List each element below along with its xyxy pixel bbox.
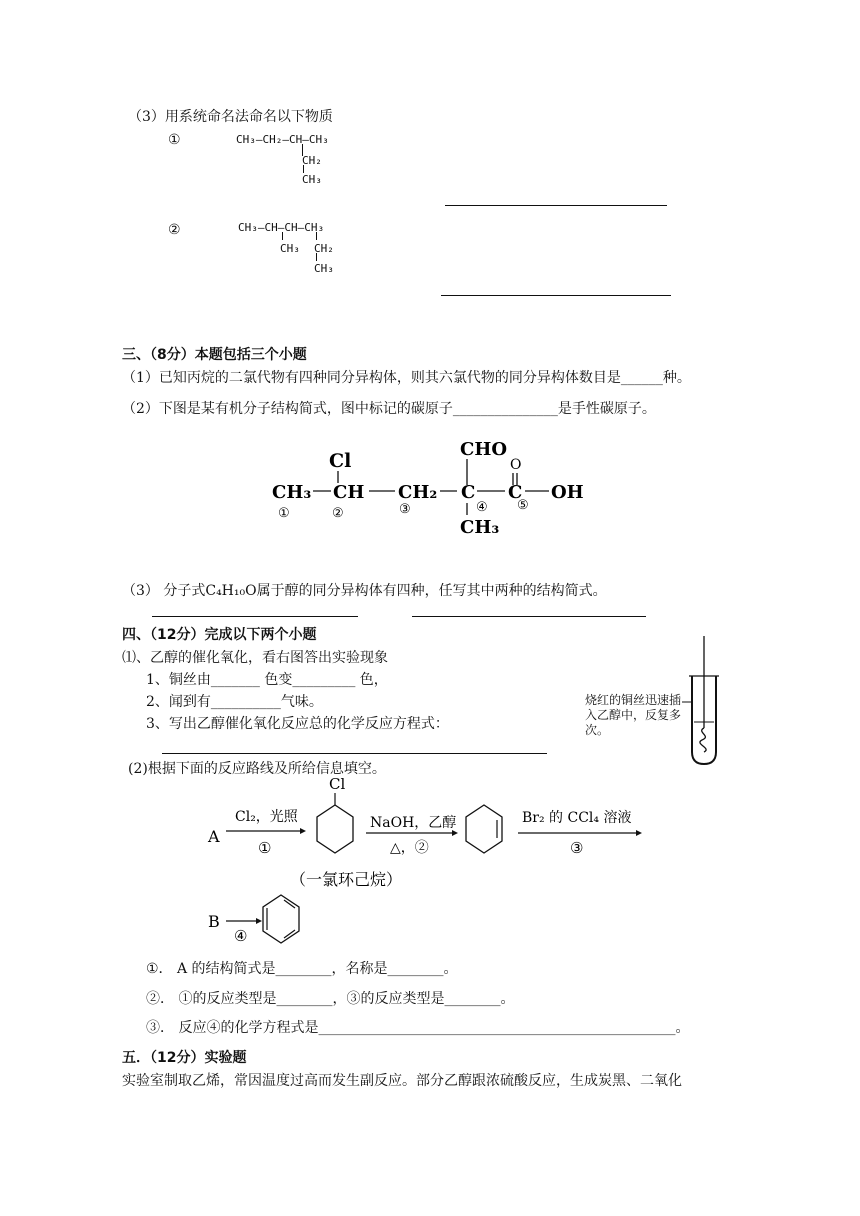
struct-1-main-chain: CH₃—CH₂—CH—CH₃ [236, 133, 329, 146]
sec4-part-1: ⑴、乙醇的催化氧化，看右图答出实验现象 [122, 650, 388, 666]
sec5-paragraph: 实验室制取乙烯，常因温度过高而发生副反应。部分乙醇跟浓硫酸反应，生成炭黑、二氧化 [122, 1073, 682, 1089]
struct-2-bond-b [316, 232, 317, 240]
mol-label-5: ⑤ [517, 498, 529, 513]
mol-cho: CHO [460, 439, 508, 460]
mol-label-1: ① [278, 506, 290, 521]
item-marker-2: ② [168, 222, 181, 238]
section-4-title: 四、（12分）完成以下两个小题 [122, 627, 317, 643]
mol-c-carboxyl: C [508, 482, 523, 503]
chiral-molecule-structure [265, 435, 595, 545]
mol-cl: Cl [329, 450, 352, 472]
struct-1-branch-ch3: CH₃ [302, 173, 322, 186]
scheme-cl: Cl [329, 775, 346, 793]
struct-2-branch-ch3: CH₃ [280, 242, 300, 255]
mol-o: O [510, 457, 522, 473]
scheme-a: A [208, 827, 220, 846]
section-5-title: 五．（12分）实验题 [122, 1050, 247, 1066]
mol-c-chiral: C [461, 482, 476, 503]
struct-1-branch-ch2: CH₂ [302, 154, 322, 167]
scheme-b: B [208, 912, 220, 931]
scheme-r2-cond: △，② [390, 840, 429, 856]
naming-intro: （3）用系统命名法命名以下物质 [128, 109, 333, 125]
answer-blank-3b[interactable] [412, 616, 646, 617]
mol-label-2: ② [332, 506, 344, 521]
section-3-title: 三、（8分）本题包括三个小题 [122, 347, 307, 363]
scheme-r1-step: ① [258, 839, 272, 857]
test-tube-caption: 烧红的铜丝迅速插入乙醇中，反复多次。 [585, 693, 682, 737]
mol-ch3-bottom: CH₃ [460, 517, 500, 538]
answer-blank-equation[interactable] [162, 753, 547, 754]
mol-ch3-left: CH₃ [272, 482, 312, 503]
answer-blank-3a[interactable] [152, 616, 358, 617]
sec4-line-3: 3、写出乙醇催化氧化反应总的化学反应方程式： [146, 716, 449, 732]
scheme-r3-reagent: Br₂ 的 CCl₄ 溶液 [522, 810, 632, 826]
sec3-question-2: （2）下图是某有机分子结构简式，图中标记的碳原子_______________是手性碳原子。 [122, 401, 656, 417]
sec3-question-3: （3） 分子式C₄H₁₀O属于醇的同分异构体有四种，任写其中两种的结构简式。 [122, 583, 607, 599]
struct-2-branch-ch3-b: CH₃ [314, 262, 334, 275]
sec4-line-2: 2、闻到有__________气味。 [146, 694, 323, 710]
sec3-question-1: （1）已知丙烷的二氯代物有四种同分异构体，则其六氯代物的同分异构体数目是______种。 [122, 370, 691, 386]
item-marker-1: ① [168, 132, 181, 148]
mol-ch: CH [333, 482, 365, 503]
answer-blank-1[interactable] [445, 205, 667, 206]
test-tube-figure [682, 636, 732, 766]
mol-ch2: CH₂ [398, 482, 438, 503]
struct-2-bond-a [282, 232, 283, 240]
struct-2-main-chain: CH₃—CH—CH—CH₃ [238, 221, 325, 234]
scheme-label: （一氯环己烷） [290, 870, 403, 889]
scheme-r3-step: ③ [570, 839, 584, 857]
scheme-r1-reagent: Cl₂，光照 [235, 809, 298, 825]
mol-label-4: ④ [476, 500, 488, 515]
mol-label-3: ③ [399, 502, 411, 517]
sec4-line-1: 1、铜丝由_______ 色变_________ 色， [146, 672, 388, 688]
mol-oh: OH [551, 482, 584, 503]
struct-2-branch-ch2: CH₂ [314, 242, 334, 255]
sec4-q2: ②． ①的反应类型是________，③的反应类型是________。 [146, 991, 515, 1007]
scheme-r4-step: ④ [234, 927, 248, 945]
sec4-part-2: (2)根据下面的反应路线及所给信息填空。 [128, 761, 386, 777]
scheme-r2-reagent: NaOH，乙醇 [370, 815, 457, 831]
sec4-q3: ③． 反应④的化学方程式是___________________________________________________。 [146, 1020, 690, 1036]
answer-blank-2[interactable] [441, 295, 671, 296]
reaction-scheme [200, 775, 660, 950]
sec4-q1: ①． A 的结构简式是________，名称是________。 [146, 961, 458, 977]
